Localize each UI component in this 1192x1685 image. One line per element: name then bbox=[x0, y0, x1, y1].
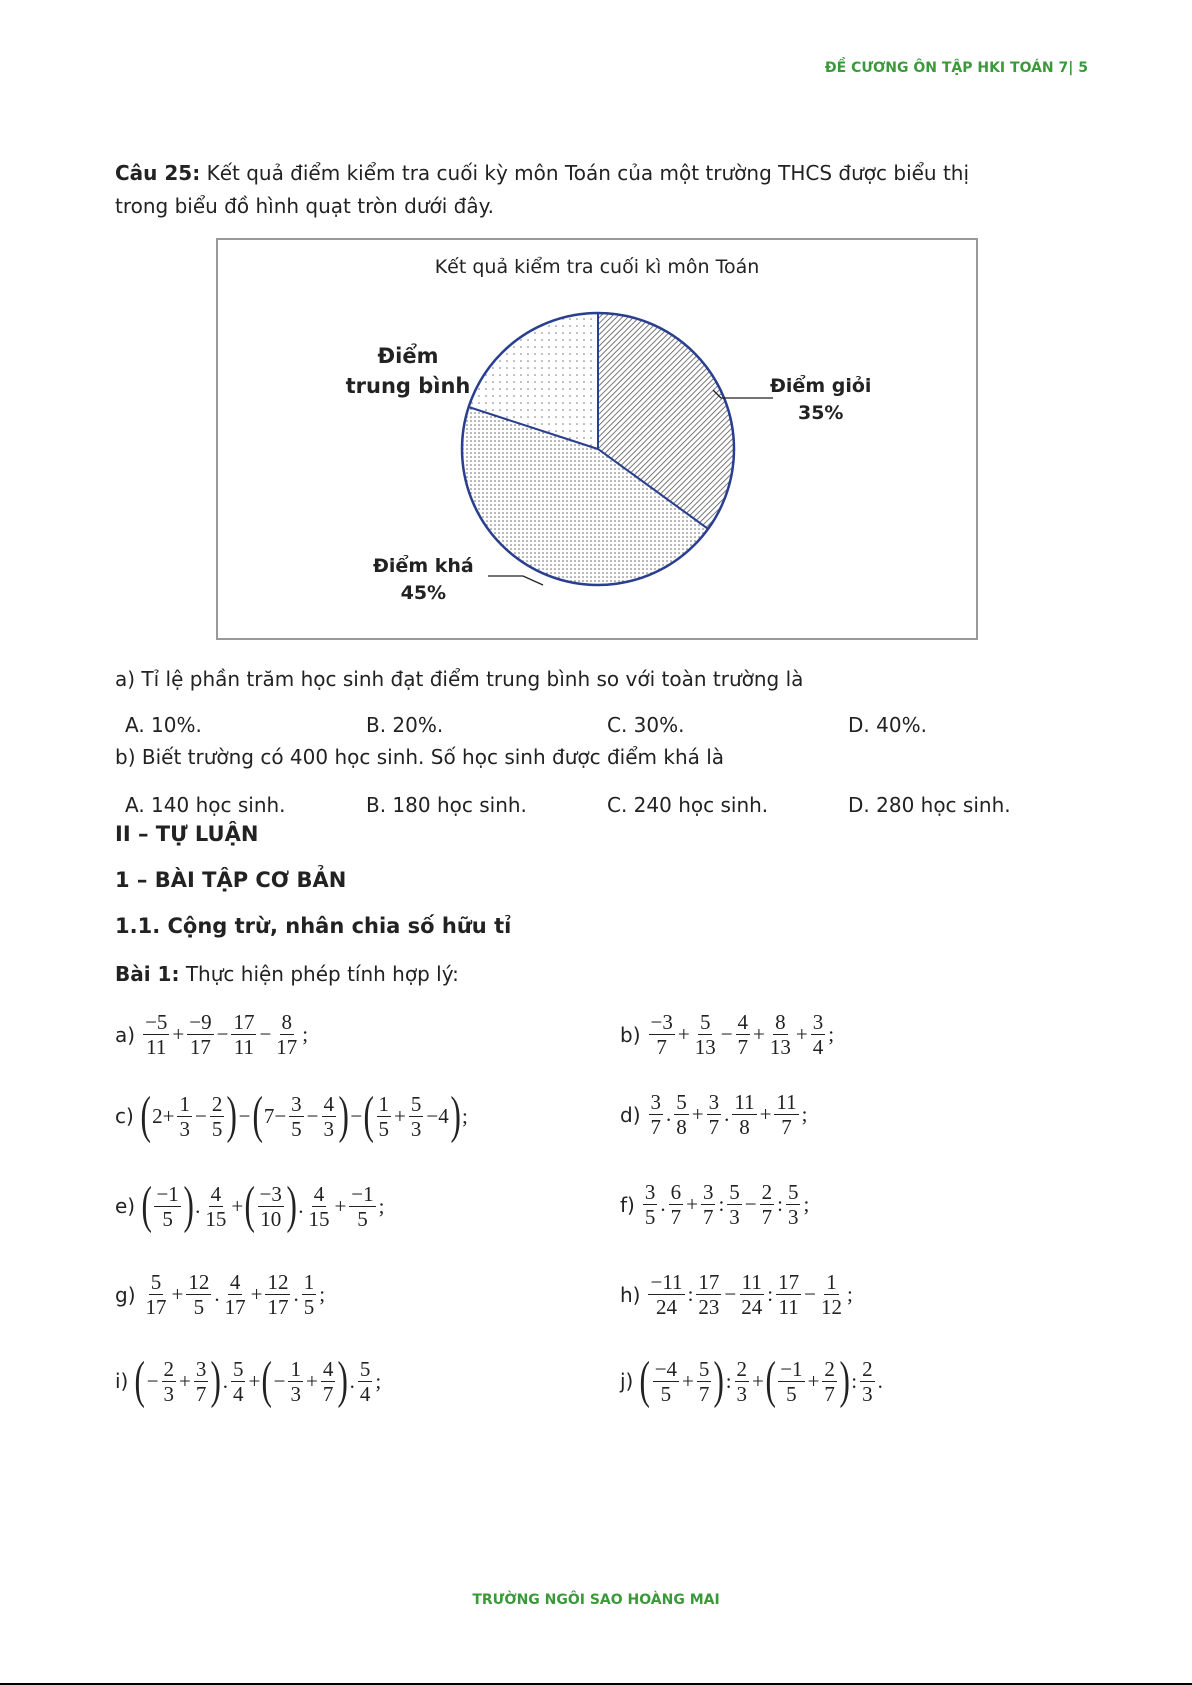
expression-label: c) bbox=[115, 1104, 134, 1128]
option-b-D: D. 280 học sinh. bbox=[848, 793, 1011, 817]
fraction bbox=[707, 1090, 722, 1139]
question-25 bbox=[115, 157, 1075, 223]
subsection-heading: 1 – BÀI TẬP CƠ BẢN bbox=[115, 868, 347, 892]
operator: ; bbox=[375, 1368, 382, 1393]
fraction bbox=[697, 1357, 712, 1406]
numerator: −4 bbox=[654, 1356, 678, 1381]
denominator: 3 bbox=[179, 1116, 190, 1141]
operator: + bbox=[752, 1368, 764, 1393]
denominator: 7 bbox=[781, 1115, 792, 1139]
denominator: 15 bbox=[205, 1206, 227, 1231]
fraction bbox=[154, 1182, 180, 1231]
fraction bbox=[377, 1092, 392, 1141]
fraction bbox=[144, 1270, 169, 1319]
exercise-label: Bài 1: bbox=[115, 962, 180, 986]
denominator: 5 bbox=[162, 1206, 173, 1231]
operator: ; bbox=[801, 1102, 808, 1126]
option-a-C: C. 30%. bbox=[607, 713, 685, 737]
operator: ; bbox=[828, 1022, 835, 1046]
leader-line-kha bbox=[488, 576, 543, 585]
denominator: 3 bbox=[862, 1381, 873, 1406]
fraction bbox=[648, 1270, 684, 1319]
fraction bbox=[649, 1010, 675, 1059]
fraction bbox=[306, 1182, 331, 1231]
question-b: b) Biết trường có 400 học sinh. Số học sinh được điểm khá là bbox=[115, 745, 725, 769]
numerator: 4 bbox=[229, 1270, 241, 1294]
expression-j bbox=[620, 1352, 884, 1409]
operator: ; bbox=[378, 1193, 385, 1218]
fraction bbox=[701, 1180, 716, 1229]
parenthesis: ) bbox=[338, 1087, 349, 1144]
fraction bbox=[231, 1010, 256, 1059]
fraction bbox=[860, 1357, 875, 1406]
operator: + bbox=[172, 1022, 185, 1046]
numerator: 8 bbox=[281, 1010, 293, 1034]
denominator: 5 bbox=[644, 1205, 656, 1229]
numerator: 3 bbox=[812, 1010, 824, 1034]
option-a-A: A. 10%. bbox=[125, 713, 202, 737]
operator: − bbox=[216, 1022, 229, 1046]
denominator: 24 bbox=[656, 1295, 678, 1319]
question-a: a) Tỉ lệ phần trăm học sinh đạt điểm trung bình so với toàn trường là bbox=[115, 667, 804, 691]
denominator: 17 bbox=[267, 1295, 289, 1319]
operator: − bbox=[720, 1022, 733, 1046]
denominator: 5 bbox=[211, 1116, 223, 1141]
denominator: 5 bbox=[786, 1381, 797, 1406]
fraction bbox=[143, 1010, 169, 1059]
exercise-text: Thực hiện phép tính hợp lý: bbox=[179, 962, 459, 986]
denominator: 8 bbox=[739, 1115, 750, 1139]
denominator: 23 bbox=[698, 1295, 720, 1319]
denominator: 13 bbox=[769, 1035, 791, 1059]
fraction bbox=[739, 1270, 764, 1319]
denominator: 17 bbox=[276, 1035, 298, 1059]
numerator: 1 bbox=[378, 1091, 390, 1116]
operator: + bbox=[394, 1103, 406, 1128]
numerator: 4 bbox=[737, 1010, 749, 1034]
fraction bbox=[322, 1092, 337, 1141]
expression-f bbox=[620, 1180, 810, 1229]
fraction bbox=[258, 1182, 284, 1231]
denominator: 3 bbox=[323, 1116, 335, 1141]
option-b-A: A. 140 học sinh. bbox=[125, 793, 286, 817]
denominator: 3 bbox=[163, 1381, 175, 1406]
operator: − bbox=[306, 1103, 319, 1128]
parenthesis: ) bbox=[713, 1352, 725, 1409]
denominator: 7 bbox=[702, 1205, 714, 1229]
topic-heading: 1.1. Cộng trừ, nhân chia số hữu tỉ bbox=[115, 914, 512, 938]
numerator: 1 bbox=[826, 1270, 837, 1294]
fraction bbox=[231, 1357, 246, 1406]
fraction bbox=[265, 1270, 290, 1319]
operator: ; bbox=[319, 1282, 326, 1306]
numerator: 17 bbox=[778, 1270, 800, 1294]
operator: + bbox=[691, 1102, 704, 1126]
denominator: 12 bbox=[820, 1295, 842, 1319]
expression-label: e) bbox=[115, 1194, 136, 1218]
operator: − bbox=[350, 1103, 363, 1128]
numerator: 4 bbox=[322, 1356, 334, 1381]
pie-chart bbox=[218, 240, 976, 638]
numerator: −9 bbox=[189, 1010, 212, 1034]
numerator: 5 bbox=[787, 1180, 799, 1204]
numerator: 5 bbox=[698, 1356, 710, 1381]
numerator: 4 bbox=[210, 1181, 222, 1206]
expression-label: h) bbox=[620, 1282, 641, 1307]
operator: + bbox=[795, 1022, 808, 1046]
operator: : bbox=[687, 1282, 694, 1306]
denominator: 17 bbox=[224, 1295, 246, 1319]
operator: + bbox=[759, 1102, 772, 1126]
denominator: 11 bbox=[233, 1035, 255, 1059]
expression-label: i) bbox=[115, 1369, 129, 1393]
fraction bbox=[358, 1357, 373, 1406]
parenthesis: ( bbox=[140, 1087, 151, 1144]
expression-e bbox=[115, 1177, 385, 1234]
denominator: 5 bbox=[193, 1295, 205, 1319]
numerator: 11 bbox=[741, 1270, 762, 1294]
option-a-B: B. 20%. bbox=[366, 713, 444, 737]
operator: . bbox=[222, 1368, 228, 1393]
denominator: 3 bbox=[410, 1116, 422, 1141]
expression-label: g) bbox=[115, 1282, 136, 1307]
expression-label: d) bbox=[620, 1102, 641, 1127]
parenthesis: ( bbox=[244, 1177, 256, 1234]
numerator: 8 bbox=[775, 1010, 786, 1034]
numerator: 2 bbox=[211, 1091, 223, 1116]
parenthesis: ) bbox=[183, 1177, 194, 1234]
denominator: 5 bbox=[378, 1116, 390, 1141]
fraction bbox=[302, 1270, 317, 1319]
operator: − bbox=[238, 1103, 251, 1128]
parenthesis: ) bbox=[226, 1087, 238, 1144]
numerator: −1 bbox=[156, 1181, 179, 1206]
parenthesis: ( bbox=[765, 1352, 776, 1409]
fraction bbox=[696, 1270, 721, 1319]
denominator: 3 bbox=[736, 1381, 748, 1406]
numerator: 12 bbox=[188, 1270, 210, 1294]
operator: − bbox=[273, 1368, 286, 1393]
fraction bbox=[778, 1357, 804, 1406]
denominator: 7 bbox=[824, 1381, 835, 1406]
denominator: 7 bbox=[708, 1115, 720, 1139]
fraction bbox=[786, 1180, 801, 1229]
fraction bbox=[177, 1092, 192, 1141]
fraction bbox=[223, 1270, 248, 1319]
fraction bbox=[289, 1092, 304, 1141]
pie-chart-box bbox=[216, 238, 978, 640]
numerator: 5 bbox=[676, 1090, 687, 1114]
expression-i bbox=[115, 1352, 382, 1409]
parenthesis: ) bbox=[210, 1352, 222, 1409]
numerator: 5 bbox=[150, 1270, 162, 1294]
operator: . bbox=[214, 1282, 220, 1306]
operator: . bbox=[660, 1192, 666, 1216]
operator: . bbox=[293, 1282, 299, 1306]
question-label: Câu 25: bbox=[115, 161, 201, 185]
numerator: 4 bbox=[313, 1181, 325, 1206]
operator: − bbox=[259, 1022, 272, 1046]
operator: : bbox=[718, 1192, 725, 1216]
fraction bbox=[210, 1092, 225, 1141]
fraction bbox=[822, 1357, 837, 1406]
option-b-C: C. 240 học sinh. bbox=[607, 793, 769, 817]
expression-a bbox=[115, 1010, 309, 1059]
numerator: 2 bbox=[163, 1356, 175, 1381]
expression-label: b) bbox=[620, 1022, 641, 1047]
numerator: 11 bbox=[776, 1090, 797, 1114]
operator: . bbox=[349, 1368, 355, 1393]
numerator: 11 bbox=[734, 1090, 755, 1114]
fraction bbox=[760, 1180, 775, 1229]
denominator: 7 bbox=[656, 1035, 667, 1059]
operator: − bbox=[724, 1282, 737, 1306]
section-heading: II – TỰ LUẬN bbox=[115, 822, 259, 846]
fraction bbox=[349, 1182, 375, 1231]
numerator: 3 bbox=[708, 1090, 720, 1114]
fraction bbox=[274, 1010, 299, 1059]
denominator: 4 bbox=[359, 1381, 371, 1406]
numerator: −3 bbox=[650, 1010, 673, 1034]
denominator: 10 bbox=[260, 1206, 282, 1231]
denominator: 17 bbox=[189, 1035, 211, 1059]
question-text-2: trong biểu đồ hình quạt tròn dưới đây. bbox=[115, 194, 494, 218]
parenthesis: ( bbox=[134, 1352, 146, 1409]
numerator: 3 bbox=[195, 1356, 207, 1381]
numerator: 5 bbox=[729, 1180, 740, 1204]
operator: + bbox=[686, 1192, 698, 1216]
numerator: 2 bbox=[862, 1356, 873, 1381]
fraction bbox=[776, 1270, 801, 1319]
fraction bbox=[693, 1010, 718, 1059]
fraction bbox=[819, 1270, 844, 1319]
option-a-D: D. 40%. bbox=[848, 713, 927, 737]
denominator: 7 bbox=[322, 1381, 334, 1406]
denominator: 7 bbox=[650, 1115, 661, 1139]
numerator: 2 bbox=[736, 1356, 748, 1381]
expression-label: f) bbox=[620, 1192, 635, 1217]
operator: : bbox=[725, 1368, 732, 1393]
fraction bbox=[768, 1010, 793, 1059]
denominator: 24 bbox=[741, 1295, 763, 1319]
numerator: 3 bbox=[644, 1180, 656, 1204]
fraction bbox=[653, 1357, 679, 1406]
denominator: 3 bbox=[290, 1381, 301, 1406]
fraction bbox=[203, 1182, 228, 1231]
operator: 2+ bbox=[152, 1103, 175, 1128]
page-header: ĐỀ CƯƠNG ÔN TẬP HKI TOÁN 7| 5 bbox=[824, 60, 1088, 76]
operator: ; bbox=[803, 1192, 810, 1216]
denominator: 7 bbox=[698, 1381, 710, 1406]
operator: 7− bbox=[263, 1103, 287, 1128]
fraction bbox=[162, 1357, 177, 1406]
operator: −4 bbox=[426, 1103, 449, 1128]
fraction bbox=[811, 1010, 826, 1059]
numerator: 3 bbox=[291, 1091, 302, 1116]
fraction bbox=[649, 1090, 664, 1139]
numerator: 5 bbox=[410, 1091, 422, 1116]
numerator: 1 bbox=[179, 1091, 190, 1116]
denominator: 11 bbox=[146, 1035, 167, 1059]
fraction bbox=[736, 1010, 751, 1059]
fraction bbox=[669, 1180, 684, 1229]
numerator: 4 bbox=[323, 1091, 335, 1116]
numerator: 2 bbox=[824, 1356, 835, 1381]
operator: + bbox=[179, 1368, 191, 1393]
operator: + bbox=[677, 1022, 690, 1046]
parenthesis: ) bbox=[839, 1352, 850, 1409]
fraction bbox=[727, 1180, 742, 1229]
numerator: −1 bbox=[780, 1356, 803, 1381]
numerator: −1 bbox=[351, 1181, 374, 1206]
numerator: 1 bbox=[303, 1270, 315, 1294]
operator: : bbox=[767, 1282, 774, 1306]
parenthesis: ( bbox=[251, 1087, 263, 1144]
denominator: 13 bbox=[694, 1035, 716, 1059]
operator: + bbox=[250, 1282, 263, 1306]
numerator: −11 bbox=[650, 1270, 683, 1294]
numerator: −5 bbox=[145, 1010, 168, 1034]
fraction bbox=[409, 1092, 424, 1141]
operator: − bbox=[194, 1103, 207, 1128]
denominator: 5 bbox=[291, 1116, 302, 1141]
numerator: 2 bbox=[761, 1180, 773, 1204]
numerator: 3 bbox=[702, 1180, 714, 1204]
numerator: 3 bbox=[650, 1090, 661, 1114]
expression-c bbox=[115, 1087, 469, 1144]
fraction bbox=[187, 1010, 213, 1059]
denominator: 15 bbox=[308, 1206, 330, 1231]
denominator: 7 bbox=[195, 1381, 207, 1406]
expression-g bbox=[115, 1270, 326, 1319]
fraction bbox=[735, 1357, 750, 1406]
operator: + bbox=[753, 1022, 765, 1046]
denominator: 3 bbox=[729, 1205, 740, 1229]
operator: . bbox=[877, 1368, 883, 1393]
parenthesis: ( bbox=[141, 1177, 152, 1234]
chart-title: Kết quả kiểm tra cuối kì môn Toán bbox=[434, 256, 760, 278]
denominator: 7 bbox=[737, 1035, 749, 1059]
denominator: 5 bbox=[660, 1381, 672, 1406]
fraction bbox=[643, 1180, 658, 1229]
denominator: 8 bbox=[676, 1115, 687, 1139]
operator: + bbox=[807, 1368, 820, 1393]
exercise-1 bbox=[115, 958, 459, 991]
operator: ; bbox=[302, 1022, 309, 1046]
denominator: 4 bbox=[812, 1035, 824, 1059]
numerator: −3 bbox=[259, 1181, 282, 1206]
expression-d bbox=[620, 1090, 809, 1139]
slice-label-kha: Điểm khá 45% bbox=[373, 555, 474, 604]
fraction bbox=[186, 1270, 211, 1319]
denominator: 7 bbox=[761, 1205, 773, 1229]
operator: − bbox=[804, 1282, 816, 1306]
denominator: 7 bbox=[670, 1205, 682, 1229]
numerator: 1 bbox=[290, 1356, 301, 1381]
fraction bbox=[674, 1090, 689, 1139]
question-text: Kết quả điểm kiểm tra cuối kỳ môn Toán của một trường THCS được biểu thị bbox=[200, 161, 970, 185]
expression-label: a) bbox=[115, 1022, 136, 1047]
operator: . bbox=[724, 1102, 730, 1126]
denominator: 5 bbox=[303, 1295, 315, 1319]
operator: + bbox=[248, 1368, 261, 1393]
fraction bbox=[321, 1357, 336, 1406]
parenthesis: ) bbox=[286, 1177, 297, 1234]
operator: − bbox=[146, 1368, 159, 1393]
slice-label-trung-binh: Điểm trung bình bbox=[345, 344, 471, 398]
parenthesis: ( bbox=[639, 1352, 651, 1409]
option-b-B: B. 180 học sinh. bbox=[366, 793, 527, 817]
operator: + bbox=[231, 1193, 244, 1218]
operator: . bbox=[195, 1193, 201, 1218]
operator: ; bbox=[846, 1282, 853, 1306]
parenthesis: ) bbox=[450, 1087, 461, 1144]
denominator: 3 bbox=[787, 1205, 799, 1229]
numerator: 5 bbox=[359, 1356, 371, 1381]
operator: . bbox=[298, 1193, 304, 1218]
operator: : bbox=[777, 1192, 783, 1216]
operator: . bbox=[666, 1102, 672, 1126]
operator: + bbox=[334, 1193, 347, 1218]
denominator: 11 bbox=[778, 1295, 799, 1319]
operator: ; bbox=[462, 1103, 468, 1128]
page-footer: TRƯỜNG NGÔI SAO HOÀNG MAI bbox=[472, 1592, 720, 1608]
operator: + bbox=[171, 1282, 184, 1306]
operator: + bbox=[682, 1368, 694, 1393]
fraction bbox=[194, 1357, 209, 1406]
fraction bbox=[774, 1090, 798, 1139]
numerator: 6 bbox=[670, 1180, 682, 1204]
expression-h bbox=[620, 1270, 854, 1319]
operator: : bbox=[851, 1368, 858, 1393]
numerator: 17 bbox=[233, 1010, 255, 1034]
denominator: 4 bbox=[232, 1381, 244, 1406]
parenthesis: ( bbox=[363, 1087, 375, 1144]
denominator: 5 bbox=[357, 1206, 368, 1231]
numerator: 5 bbox=[699, 1010, 711, 1034]
expression-b bbox=[620, 1010, 835, 1059]
fraction bbox=[732, 1090, 756, 1139]
slice-label-gioi: Điểm giỏi 35% bbox=[770, 375, 872, 424]
operator: − bbox=[744, 1192, 757, 1216]
denominator: 17 bbox=[145, 1295, 167, 1319]
numerator: 17 bbox=[698, 1270, 720, 1294]
operator: + bbox=[305, 1368, 318, 1393]
expression-label: j) bbox=[620, 1369, 634, 1393]
fraction bbox=[288, 1357, 303, 1406]
numerator: 12 bbox=[267, 1270, 289, 1294]
parenthesis: ) bbox=[337, 1352, 349, 1409]
numerator: 5 bbox=[232, 1356, 244, 1381]
parenthesis: ( bbox=[261, 1352, 273, 1409]
